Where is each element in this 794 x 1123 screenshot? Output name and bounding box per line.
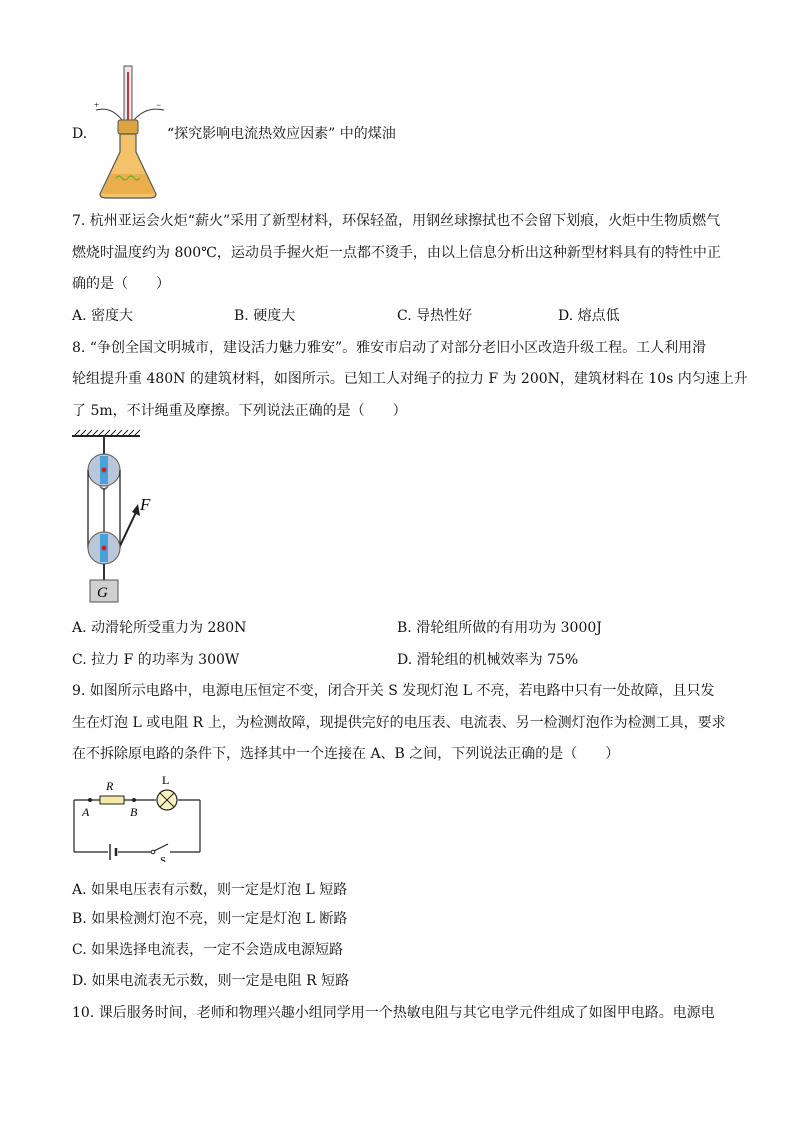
q6-option-d-text: “探究影响电流热效应因素” 中的煤油: [167, 126, 396, 142]
q8-option-c: C. 拉力 F 的功率为 300W: [72, 652, 240, 668]
q7-option-d: D. 熔点低: [558, 308, 620, 324]
q9-option-b: B. 如果检测灯泡不亮，则一定是灯泡 L 断路: [72, 911, 348, 927]
flask-thermometer-figure: [86, 62, 176, 202]
q9-line-1: 9. 如图所示电路中，电源电压恒定不变，闭合开关 S 发现灯泡 L 不亮，若电路中只有一处故障，且只发: [72, 683, 715, 699]
resistor-label: R: [106, 779, 114, 793]
q10-line-1: 10. 课后服务时间，老师和物理兴趣小组同学用一个热敏电阻与其它电学元件组成了如图甲电路。电源电: [72, 1005, 715, 1021]
q8-line-1: 8. “争创全国文明城市，建设活力魅力雅安”。雅安市启动了对部分老旧小区改造升级工程。工人利用滑: [72, 340, 707, 356]
q9-option-a: A. 如果电压表有示数，则一定是灯泡 L 短路: [72, 882, 348, 898]
q7-option-a: A. 密度大: [72, 308, 134, 324]
circuit-diagram-figure: [68, 772, 208, 862]
q9-line-3: 在不拆除原电路的条件下，选择其中一个连接在 A、B 之间，下列说法正确的是（ ）: [72, 746, 620, 762]
q7-line-2: 燃烧时温度约为 800℃，运动员手握火炬一点都不烫手，由以上信息分析出这种新型材料具有的特性中正: [72, 245, 721, 261]
q8-option-b: B. 滑轮组所做的有用功为 3000J: [397, 620, 602, 636]
q8-option-a: A. 动滑轮所受重力为 280N: [72, 620, 247, 636]
q7-option-c: C. 导热性好: [397, 308, 473, 324]
lamp-label: L: [162, 773, 170, 787]
q7-option-b: B. 硬度大: [234, 308, 296, 324]
q8-line-2: 轮组提升重 480N 的建筑材料，如图所示。已知工人对绳子的拉力 F 为 200N，建筑材料在 10s 内匀速上升: [72, 371, 748, 387]
q8-option-d: D. 滑轮组的机械效率为 75%: [397, 652, 579, 668]
q9-line-2: 生在灯泡 L 或电阻 R 上，为检测故障，现提供完好的电压表、电流表、另一检测灯泡作为检测工具，要求: [72, 715, 726, 731]
force-label-f: F: [140, 495, 151, 514]
minus-label: −: [156, 100, 162, 110]
q8-line-3: 了 5m，不计绳重及摩擦。下列说法正确的是（ ）: [72, 403, 407, 419]
pulley-system-figure: [68, 428, 168, 608]
q6-option-d-label: D.: [72, 126, 88, 142]
switch-label: S: [160, 855, 167, 862]
plus-label: +: [94, 100, 100, 110]
q7-line-3: 确的是（ ）: [72, 276, 170, 292]
node-b-label: B: [130, 805, 138, 819]
weight-label-g: G: [97, 585, 108, 601]
node-a-label: A: [82, 805, 90, 819]
q9-option-d: D. 如果电流表无示数，则一定是电阻 R 短路: [72, 973, 350, 989]
q7-line-1: 7. 杭州亚运会火炬“薪火”采用了新型材料，环保轻盈，用钢丝球擦拭也不会留下划痕，火炬中生物质燃气: [72, 213, 721, 229]
q9-option-c: C. 如果选择电流表，一定不会造成电源短路: [72, 942, 344, 958]
